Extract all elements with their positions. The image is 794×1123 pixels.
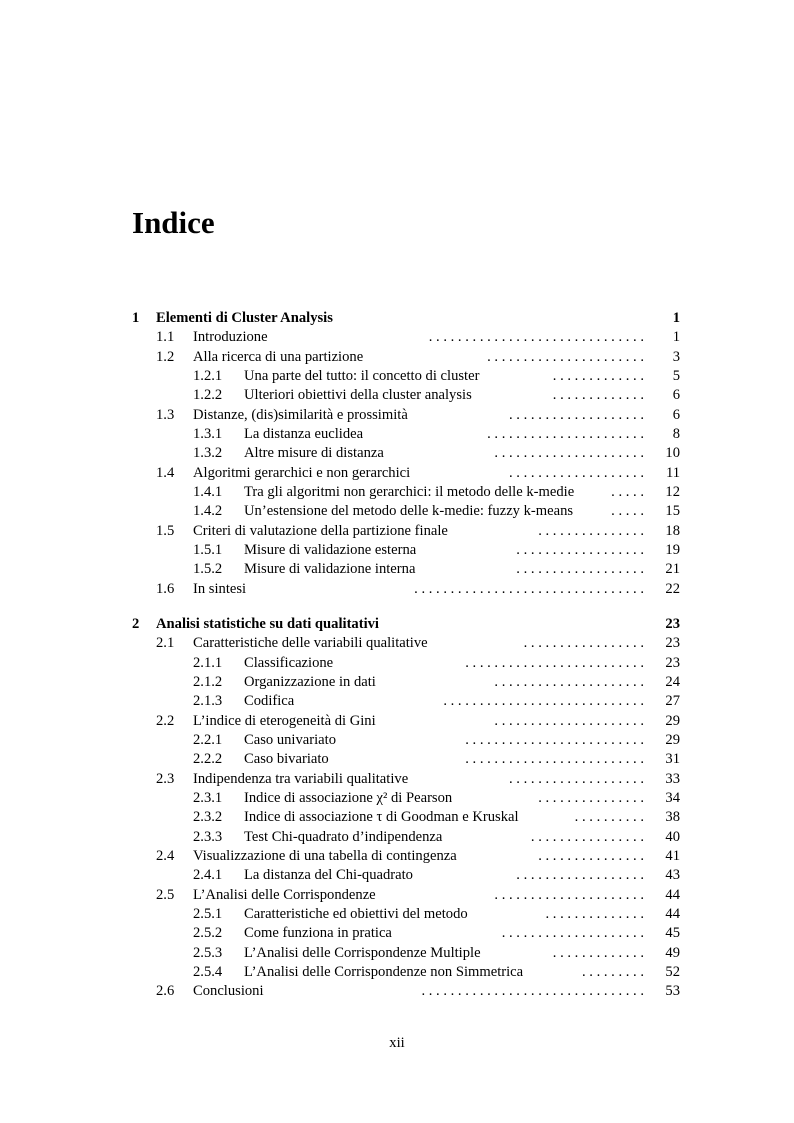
toc-entry-page: 15 — [665, 503, 680, 520]
toc-entry-page: 1 — [672, 310, 680, 326]
leader-dots: . . . . . . . . . . . . . . . . . . . — [509, 464, 644, 481]
toc-subsection[interactable] — [0, 692, 794, 711]
leader-dots: . . . . . — [611, 503, 644, 520]
leader-dots: . . . . . . . . . . . . . . . . . . — [516, 542, 644, 559]
toc-entry-title: L’Analisi delle Corrispondenze Multiple — [244, 944, 481, 961]
toc-entry-title: Una parte del tutto: il concetto di cluster — [244, 368, 480, 385]
toc-entry-number: 2.5.2 — [193, 925, 223, 942]
toc-entry-number: 2.3.1 — [193, 789, 223, 806]
toc-entry-title: L’Analisi delle Corrispondenze — [193, 886, 376, 903]
leader-dots: . . . . . . . . . . . . . . . . . . . — [509, 406, 644, 423]
toc-entry-page: 24 — [665, 673, 680, 690]
toc-entry-number: 1.6 — [156, 580, 175, 597]
leader-dots: . . . . . . . . . — [581, 964, 644, 981]
leader-dots: . . . . . . . . . . . . . . . . . . . . — [501, 925, 644, 942]
toc-subsection[interactable] — [0, 541, 794, 560]
leader-dots: . . . . . . . . . . . . . . . — [538, 789, 644, 806]
toc-entry-number: 2 — [132, 615, 140, 632]
toc-section[interactable] — [0, 886, 794, 905]
toc-entry-number: 2.4.1 — [193, 867, 223, 884]
leader-dots: . . . . . . . . . . . . . . . . . . . . . . . . . — [465, 654, 644, 671]
toc-section[interactable] — [0, 982, 794, 1001]
leader-dots: . . . . . . . . . . . . . . . . . — [523, 635, 644, 652]
toc-subsection[interactable] — [0, 866, 794, 885]
toc-entry-page: 11 — [665, 464, 680, 481]
leader-dots: . . . . . . . . . . . . . . . . — [530, 828, 644, 845]
toc-entry-title: Misure di validazione esterna — [244, 542, 417, 559]
toc-entry-number: 2.1.2 — [193, 673, 223, 690]
toc-entry-page: 44 — [665, 886, 680, 903]
leader-dots: . . . . . . . . . . . . . . . . . . — [516, 867, 644, 884]
toc-entry-title: Organizzazione in dati — [244, 673, 376, 690]
toc-entry-title: Caso bivariato — [244, 751, 329, 768]
toc-entry-page: 43 — [665, 867, 680, 884]
toc-subsection[interactable] — [0, 808, 794, 827]
toc-entry-title: Introduzione — [193, 329, 268, 346]
leader-dots: . . . . . . . . . . . . . . . . . . . . . — [494, 712, 644, 729]
toc-entry-title: Alla ricerca di una partizione — [193, 348, 364, 365]
toc-entry-title: Altre misure di distanza — [244, 445, 384, 462]
toc-entry-page: 34 — [665, 789, 680, 806]
leader-dots: . . . . . . . . . . . . . . . . . . . . . . . . . . . . — [443, 693, 644, 710]
toc-entry-number: 2.4 — [156, 847, 175, 864]
toc-subsection[interactable] — [0, 963, 794, 982]
leader-dots: . . . . . . . . . . . . . . . . . . . . . . . . . . . . . . . . — [414, 580, 644, 597]
toc-entry-number: 1.5 — [156, 522, 175, 539]
toc-entry-title: L’Analisi delle Corrispondenze non Simmetrica — [244, 964, 524, 981]
toc-subsection[interactable] — [0, 560, 794, 579]
toc-entry-title: Caso univariato — [244, 731, 337, 748]
toc-subsection[interactable] — [0, 731, 794, 750]
toc-subsection[interactable] — [0, 483, 794, 502]
toc-entry-title: Indipendenza tra variabili qualitative — [193, 770, 409, 787]
toc-entry-number: 2.1.3 — [193, 693, 223, 710]
leader-dots: . . . . . . . . . . . . . . . — [538, 847, 644, 864]
toc-subsection[interactable] — [0, 673, 794, 692]
leader-dots: . . . . . . . . . . . . . . . . . . — [516, 561, 644, 578]
toc-section[interactable] — [0, 328, 794, 347]
toc-entry-page: 23 — [665, 615, 680, 632]
toc-entry-number: 2.5.1 — [193, 906, 223, 922]
toc-entry-number: 1.3 — [156, 406, 175, 423]
toc-entry-title: Criteri di valutazione della partizione finale — [193, 522, 448, 539]
toc-entry-title: Visualizzazione di una tabella di contingenza — [193, 847, 457, 864]
toc-entry-title: La distanza euclidea — [244, 426, 364, 443]
toc-entry-page: 23 — [665, 654, 680, 671]
toc-entry-page: 27 — [665, 693, 680, 710]
toc-entry-page: 49 — [665, 944, 680, 961]
toc-subsection[interactable] — [0, 425, 794, 444]
toc-entry-number: 2.5.3 — [193, 944, 223, 961]
leader-dots: . . . . . . . . . . . . . . . . . . . . . . . . . . . . . . — [428, 329, 644, 346]
toc-entry-page: 6 — [672, 406, 680, 423]
toc-entry-title: Caratteristiche delle variabili qualitative — [193, 635, 428, 652]
toc-section[interactable] — [0, 847, 794, 866]
toc-entry-page: 5 — [672, 368, 680, 385]
toc-entry-number: 2.5.4 — [193, 964, 223, 981]
toc-entry-page: 41 — [665, 847, 680, 864]
toc-entry-number: 2.2 — [156, 712, 175, 729]
toc-entry-number: 2.3 — [156, 770, 175, 787]
leader-dots: . . . . . . . . . . . . . — [552, 387, 644, 404]
toc-entry-title: Ulteriori obiettivi della cluster analysis — [244, 387, 472, 404]
toc-entry-page: 22 — [665, 580, 680, 597]
toc-subsection[interactable] — [0, 367, 794, 386]
toc-entry-title: Indice di associazione τ di Goodman e Kruskal — [244, 809, 519, 826]
toc-entry-number: 1.2.1 — [193, 368, 223, 385]
toc-entry-number: 2.1.1 — [193, 654, 223, 671]
toc-subsection[interactable] — [0, 654, 794, 673]
toc-entry-title: Analisi statistiche su dati qualitativi — [156, 615, 379, 632]
toc-entry-title: Tra gli algoritmi non gerarchici: il metodo delle k-medie — [244, 484, 575, 501]
toc-entry-page: 1 — [672, 329, 680, 346]
toc-entry-number: 1.4.1 — [193, 484, 223, 501]
toc-entry-page: 53 — [665, 983, 680, 1000]
toc-entry-number: 2.2.1 — [193, 731, 223, 748]
toc-subsection[interactable] — [0, 828, 794, 847]
toc-entry-number: 2.1 — [156, 635, 175, 652]
toc-entry-title: Algoritmi gerarchici e non gerarchici — [193, 464, 411, 481]
toc-subsection[interactable] — [0, 386, 794, 405]
toc-section[interactable] — [0, 464, 794, 483]
toc-entry-title: In sintesi — [193, 580, 247, 597]
toc-entry-number: 1.3.2 — [193, 445, 223, 462]
toc-entry-title: Elementi di Cluster Analysis — [156, 310, 333, 326]
toc-entry-number: 1.4 — [156, 464, 175, 481]
page-number: xii — [389, 1035, 405, 1051]
toc-chapter[interactable] — [0, 615, 794, 634]
toc-entry-title: Codifica — [244, 693, 295, 710]
toc-entry-number: 2.2.2 — [193, 751, 223, 768]
toc-entry-title: Un’estensione del metodo delle k-medie: fuzzy k-means — [244, 503, 574, 520]
leader-dots: . . . . . . . . . . . . . — [552, 368, 644, 385]
toc-entry-title: Indice di associazione χ² di Pearson — [244, 789, 453, 806]
toc-entry-number: 1.2.2 — [193, 387, 223, 404]
toc-entry-number: 1 — [132, 310, 140, 326]
toc-entry-page: 38 — [665, 809, 680, 826]
toc-entry-number: 2.5 — [156, 886, 175, 903]
toc-entry-title: Classificazione — [244, 654, 334, 671]
toc-subsection[interactable] — [0, 789, 794, 808]
toc-entry-number: 1.3.1 — [193, 426, 223, 443]
toc-entry-number: 1.5.1 — [193, 542, 223, 559]
toc-subsection[interactable] — [0, 924, 794, 943]
toc-section[interactable] — [0, 348, 794, 367]
toc-entry-title: Misure di validazione interna — [244, 561, 416, 578]
toc-entry-page: 29 — [665, 712, 680, 729]
toc-section[interactable] — [0, 580, 794, 599]
toc-entry-page: 45 — [665, 925, 680, 942]
toc-entry-number: 2.3.2 — [193, 809, 223, 826]
toc-entry-number: 1.2 — [156, 348, 175, 365]
toc-entry-number: 2.6 — [156, 983, 175, 1000]
leader-dots: . . . . . . . . . . . . . . . . . . . . . . . . . — [465, 731, 644, 748]
toc-subsection[interactable] — [0, 444, 794, 463]
toc-section[interactable] — [0, 634, 794, 653]
page-title: Indice — [132, 205, 215, 240]
toc-entry-page: 44 — [665, 906, 680, 922]
toc-entry-page: 12 — [665, 484, 680, 501]
toc-entry-number: 2.3.3 — [193, 828, 223, 845]
toc-subsection[interactable] — [0, 944, 794, 963]
leader-dots: . . . . . . . . . . . . . . . . . . . . . — [494, 673, 644, 690]
leader-dots: . . . . . . . . . . . . . . . . . . . — [509, 770, 644, 787]
toc-entry-page: 3 — [672, 348, 680, 365]
toc-entry-page: 6 — [672, 387, 680, 404]
toc-entry-page: 23 — [665, 635, 680, 652]
leader-dots: . . . . . . . . . . . . . . . . . . . . . — [494, 445, 644, 462]
toc-subsection[interactable] — [0, 502, 794, 521]
toc-entry-number: 1.4.2 — [193, 503, 223, 520]
leader-dots: . . . . . . . . . . — [574, 809, 644, 826]
toc-entry-page: 40 — [665, 828, 680, 845]
toc-chapter[interactable] — [0, 309, 794, 328]
toc-entry-title: Come funziona in pratica — [244, 925, 392, 942]
toc-subsection[interactable] — [0, 905, 794, 924]
toc-section[interactable] — [0, 770, 794, 789]
toc-entry-title: Distanze, (dis)similarità e prossimità — [193, 406, 408, 423]
leader-dots: . . . . . . . . . . . . . . . . . . . . . . . . . . . . . . . — [421, 983, 644, 1000]
toc-section[interactable] — [0, 522, 794, 541]
toc-entry-page: 52 — [665, 964, 680, 981]
toc-entry-title: La distanza del Chi-quadrato — [244, 867, 413, 884]
toc-entry-page: 33 — [665, 770, 680, 787]
toc-entry-title: Caratteristiche ed obiettivi del metodo — [244, 906, 468, 922]
toc-entry-page: 29 — [665, 731, 680, 748]
toc-section[interactable] — [0, 406, 794, 425]
leader-dots: . . . . . . . . . . . . . . . . . . . . . . — [487, 426, 644, 443]
table-of-contents — [0, 309, 794, 1002]
leader-dots: . . . . . . . . . . . . . . . — [538, 522, 644, 539]
toc-section[interactable] — [0, 712, 794, 731]
toc-entry-number: 1.5.2 — [193, 561, 223, 578]
toc-entry-page: 31 — [665, 751, 680, 768]
leader-dots: . . . . . . . . . . . . . . . . . . . . . — [494, 886, 644, 903]
leader-dots: . . . . . . . . . . . . . — [552, 944, 644, 961]
leader-dots: . . . . . . . . . . . . . . . . . . . . . . . . . — [465, 751, 644, 768]
toc-subsection[interactable] — [0, 750, 794, 769]
toc-entry-page: 10 — [665, 445, 680, 462]
toc-entry-title: Test Chi-quadrato d’indipendenza — [244, 828, 443, 845]
leader-dots: . . . . . — [611, 484, 644, 501]
leader-dots: . . . . . . . . . . . . . . — [545, 906, 644, 922]
toc-entry-page: 21 — [665, 561, 680, 578]
toc-entry-page: 19 — [665, 542, 680, 559]
toc-entry-page: 18 — [665, 522, 680, 539]
toc-entry-number: 1.1 — [156, 329, 175, 346]
toc-entry-page: 8 — [672, 426, 680, 443]
leader-dots: . . . . . . . . . . . . . . . . . . . . . . — [487, 348, 644, 365]
toc-entry-title: L’indice di eterogeneità di Gini — [193, 712, 376, 729]
toc-entry-title: Conclusioni — [193, 983, 264, 1000]
